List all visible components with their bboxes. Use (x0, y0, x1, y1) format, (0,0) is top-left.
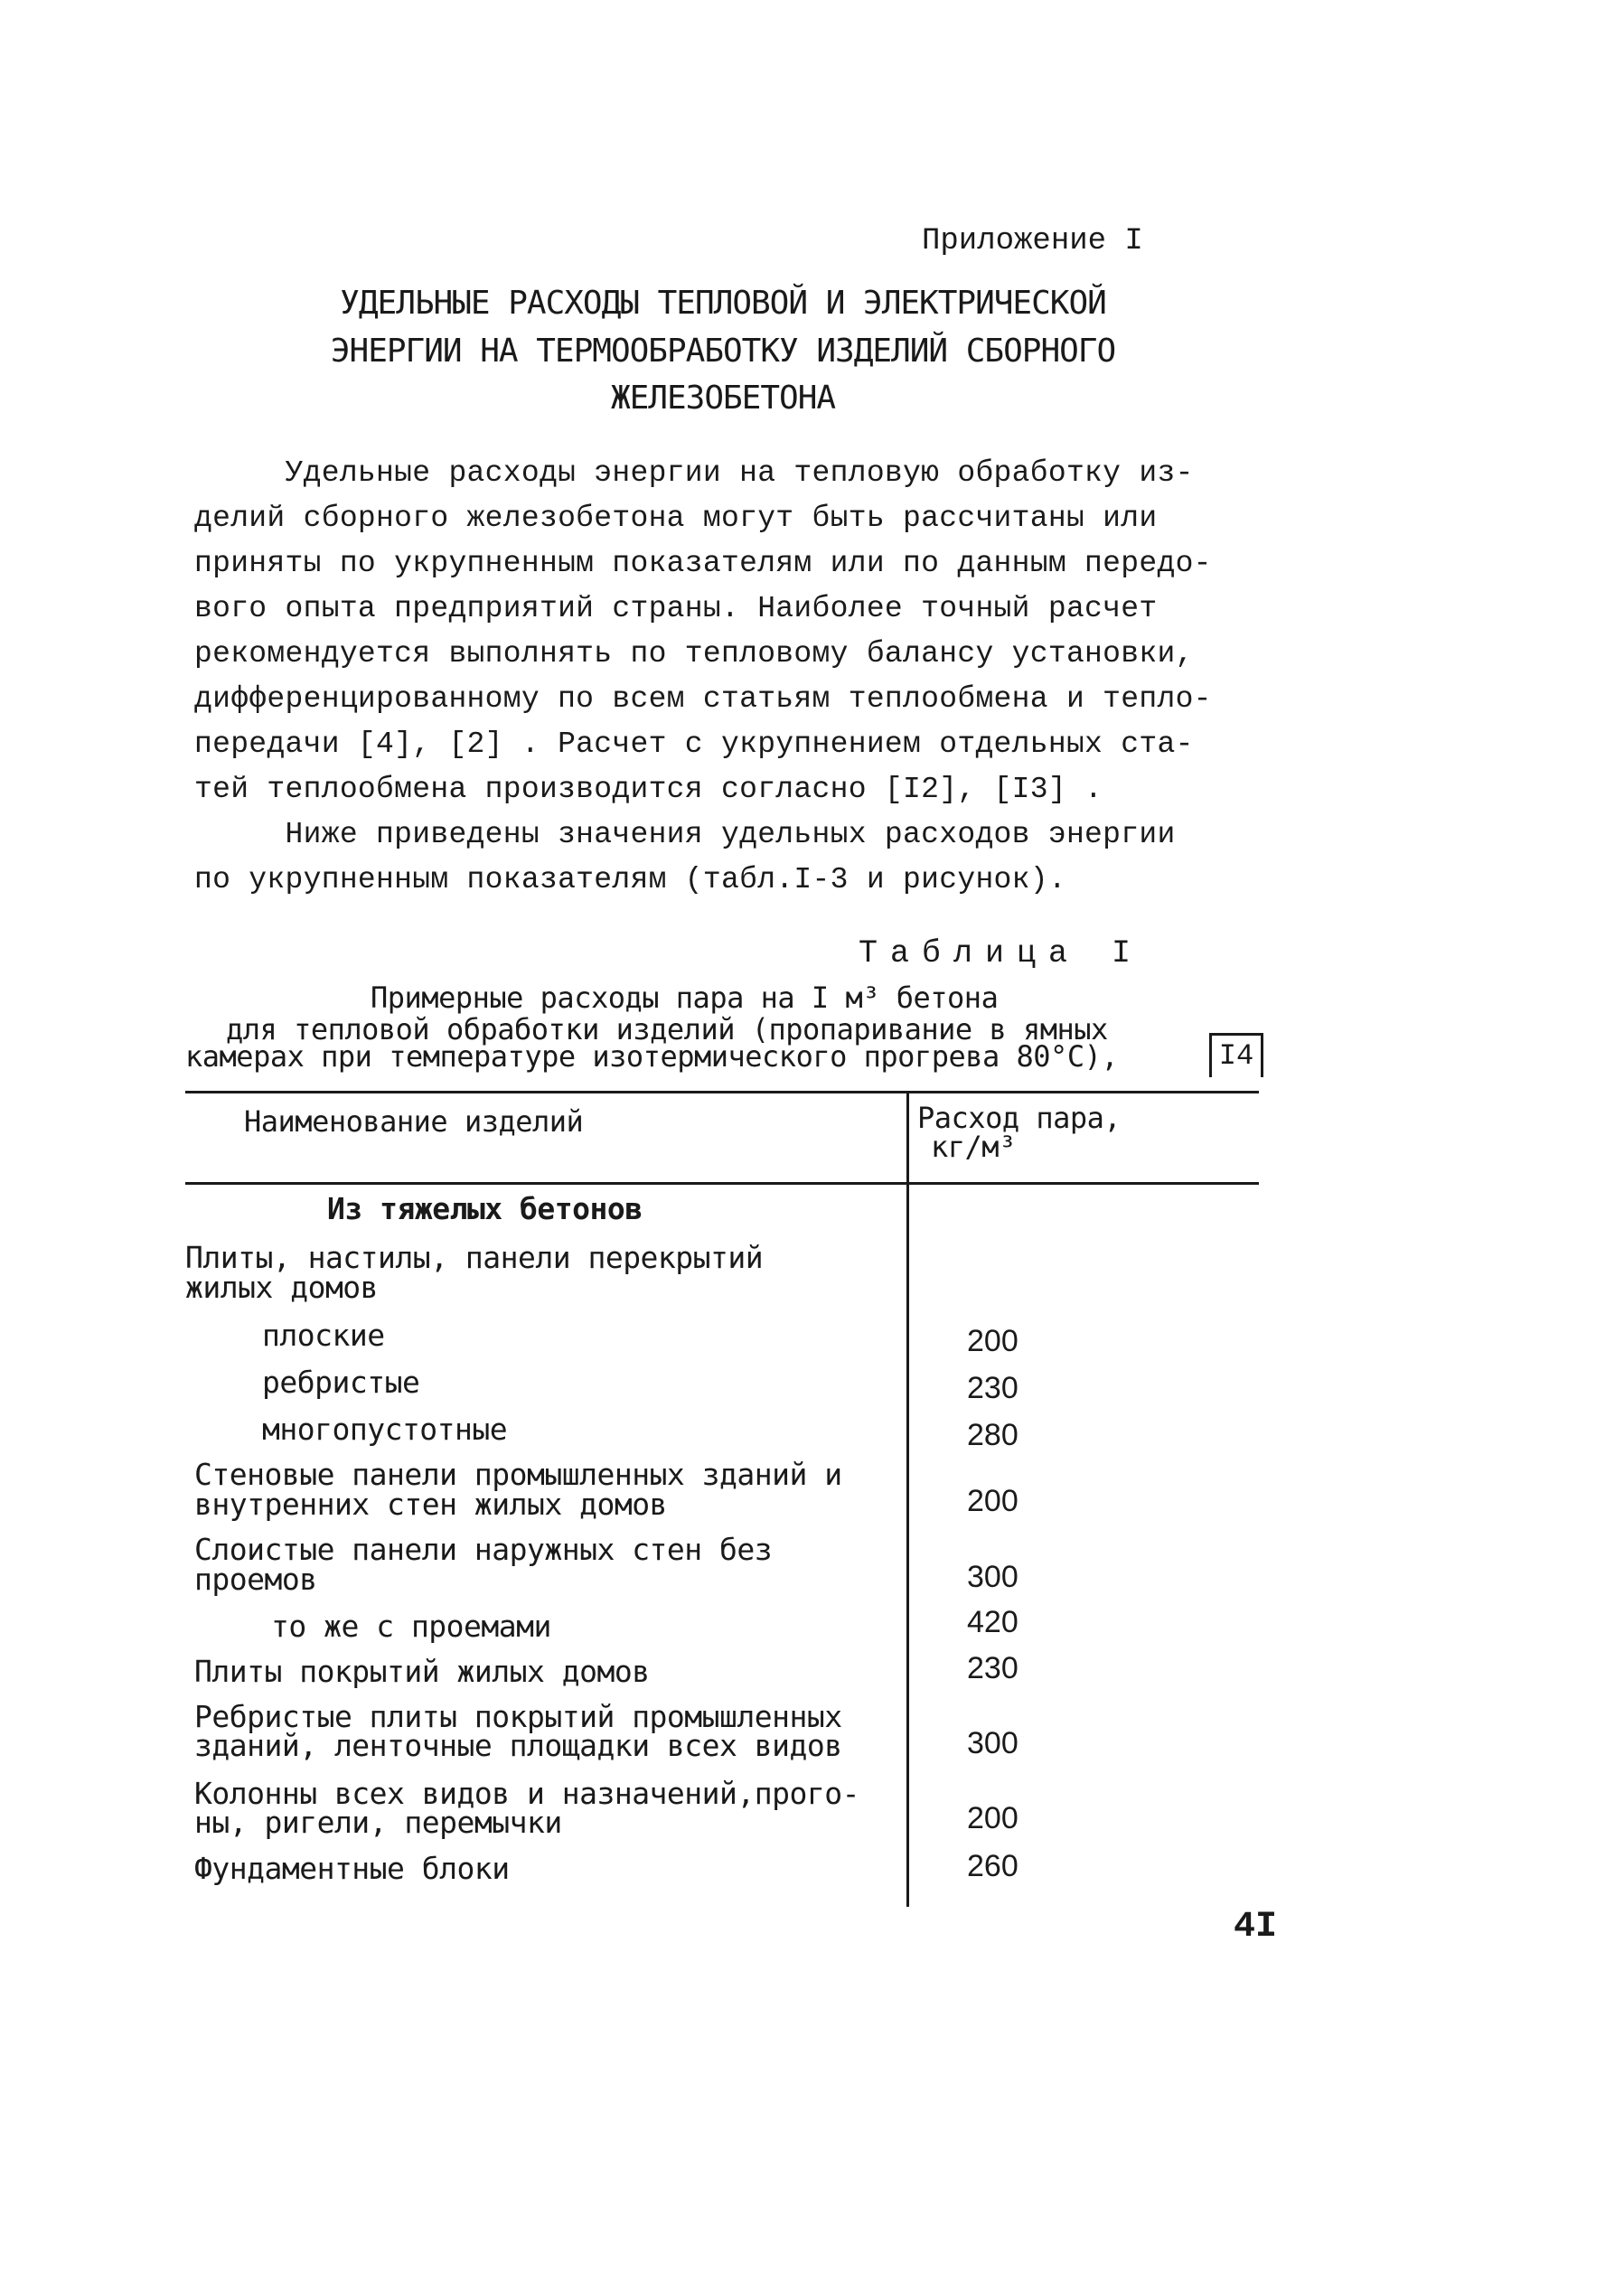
table-row-value: 200 (967, 1324, 1019, 1358)
paragraph-line: дифференцированному по всем статьям теплообмена и тепло- (194, 682, 1212, 716)
table-row-name: Плиты, настилы, панели перекрытий (185, 1240, 764, 1275)
table-row-name-cont: ны, ригели, перемычки (194, 1805, 562, 1840)
table-row-name: плоские (262, 1318, 385, 1353)
table-row-value: 200 (967, 1484, 1019, 1518)
table-label: Таблица I (859, 935, 1144, 971)
paragraph-line: тей теплообмена производится согласно [I2], [I3] . (194, 773, 1103, 806)
title-line-2: ЭНЕРГИИ НА ТЕРМООБРАБОТКУ ИЗДЕЛИЙ СБОРНОГО (330, 333, 1116, 370)
table-top-rule (185, 1091, 1259, 1093)
section-heading: Из тяжелых бетонов (327, 1191, 643, 1226)
paragraph-line: приняты по укрупненным показателям или по данным передо- (194, 547, 1212, 580)
table-row-value: 300 (967, 1726, 1019, 1760)
table-row-name: Стеновые панели промышленных зданий и (194, 1457, 842, 1492)
paragraph-line: рекомендуется выполнять по тепловому балансу установки, (194, 637, 1194, 671)
table-header-rule (185, 1182, 1259, 1185)
paragraph-line: вого опыта предприятий страны. Наиболее точный расчет (194, 592, 1158, 625)
table-row-value: 230 (967, 1651, 1019, 1685)
table-row-name-cont: зданий, ленточные площадки всех видов (194, 1728, 842, 1763)
table-row-value: 260 (967, 1849, 1019, 1883)
table-row-value: 300 (967, 1560, 1019, 1594)
table-row-name: Слоистые панели наружных стен без (194, 1532, 773, 1567)
title-line-3: ЖЕЛЕЗОБЕТОНА (610, 380, 836, 417)
paragraph-line: Ниже приведены значения удельных расходов энергии (194, 818, 1176, 851)
table-row-name-cont: жилых домов (185, 1270, 379, 1305)
column-header-name: Наименование изделий (244, 1104, 584, 1139)
paragraph-line: Удельные расходы энергии на тепловую обработку из- (194, 456, 1194, 490)
column-header-value: Расход пара, (917, 1101, 1122, 1135)
table-row-name: многопустотные (262, 1412, 508, 1447)
table-caption-line-2: для тепловой обработки изделий (пропаривание в ямных (226, 1012, 1108, 1046)
table-row-name: Плиты покрытий жилых домов (194, 1654, 650, 1689)
table-row-name-cont: проемов (194, 1562, 317, 1597)
table-row-value: 280 (967, 1418, 1019, 1452)
table-row-value: 420 (967, 1605, 1019, 1639)
table-row-value: 200 (967, 1801, 1019, 1835)
table-caption-line-3: камерах при температуре изотермического прогрева 80°С), (185, 1039, 1119, 1074)
appendix-label: Приложение I (922, 224, 1143, 258)
table-row-name: ребристые (262, 1365, 420, 1400)
table-row-name: Ребристые плиты покрытий промышленных (194, 1699, 842, 1734)
table-row-name: то же с проемами (271, 1609, 551, 1644)
paragraph-line: делий сборного железобетона могут быть рассчитаны или (194, 502, 1158, 535)
paragraph-line: передачи [4], [2] . Расчет с укрупнением отдельных ста- (194, 727, 1194, 761)
table-reference: I4 (1209, 1033, 1263, 1077)
table-row-value: 230 (967, 1371, 1019, 1405)
table-column-divider (906, 1093, 909, 1907)
column-header-unit: кг/м³ (931, 1130, 1016, 1164)
page-number: 4I (1234, 1907, 1278, 1947)
table-row-name-cont: внутренних стен жилых домов (194, 1487, 667, 1522)
table-row-name: Фундаментные блоки (194, 1851, 510, 1886)
paragraph-line: по укрупненным показателям (табл.I-3 и рисунок). (194, 863, 1066, 896)
table-caption-line-1: Примерные расходы пара на I м³ бетона (371, 981, 999, 1015)
table-row-name: Колонны всех видов и назначений,прого- (194, 1776, 859, 1811)
title-line-1: УДЕЛЬНЫЕ РАСХОДЫ ТЕПЛОВОЙ И ЭЛЕКТРИЧЕСКОЙ (340, 285, 1106, 322)
